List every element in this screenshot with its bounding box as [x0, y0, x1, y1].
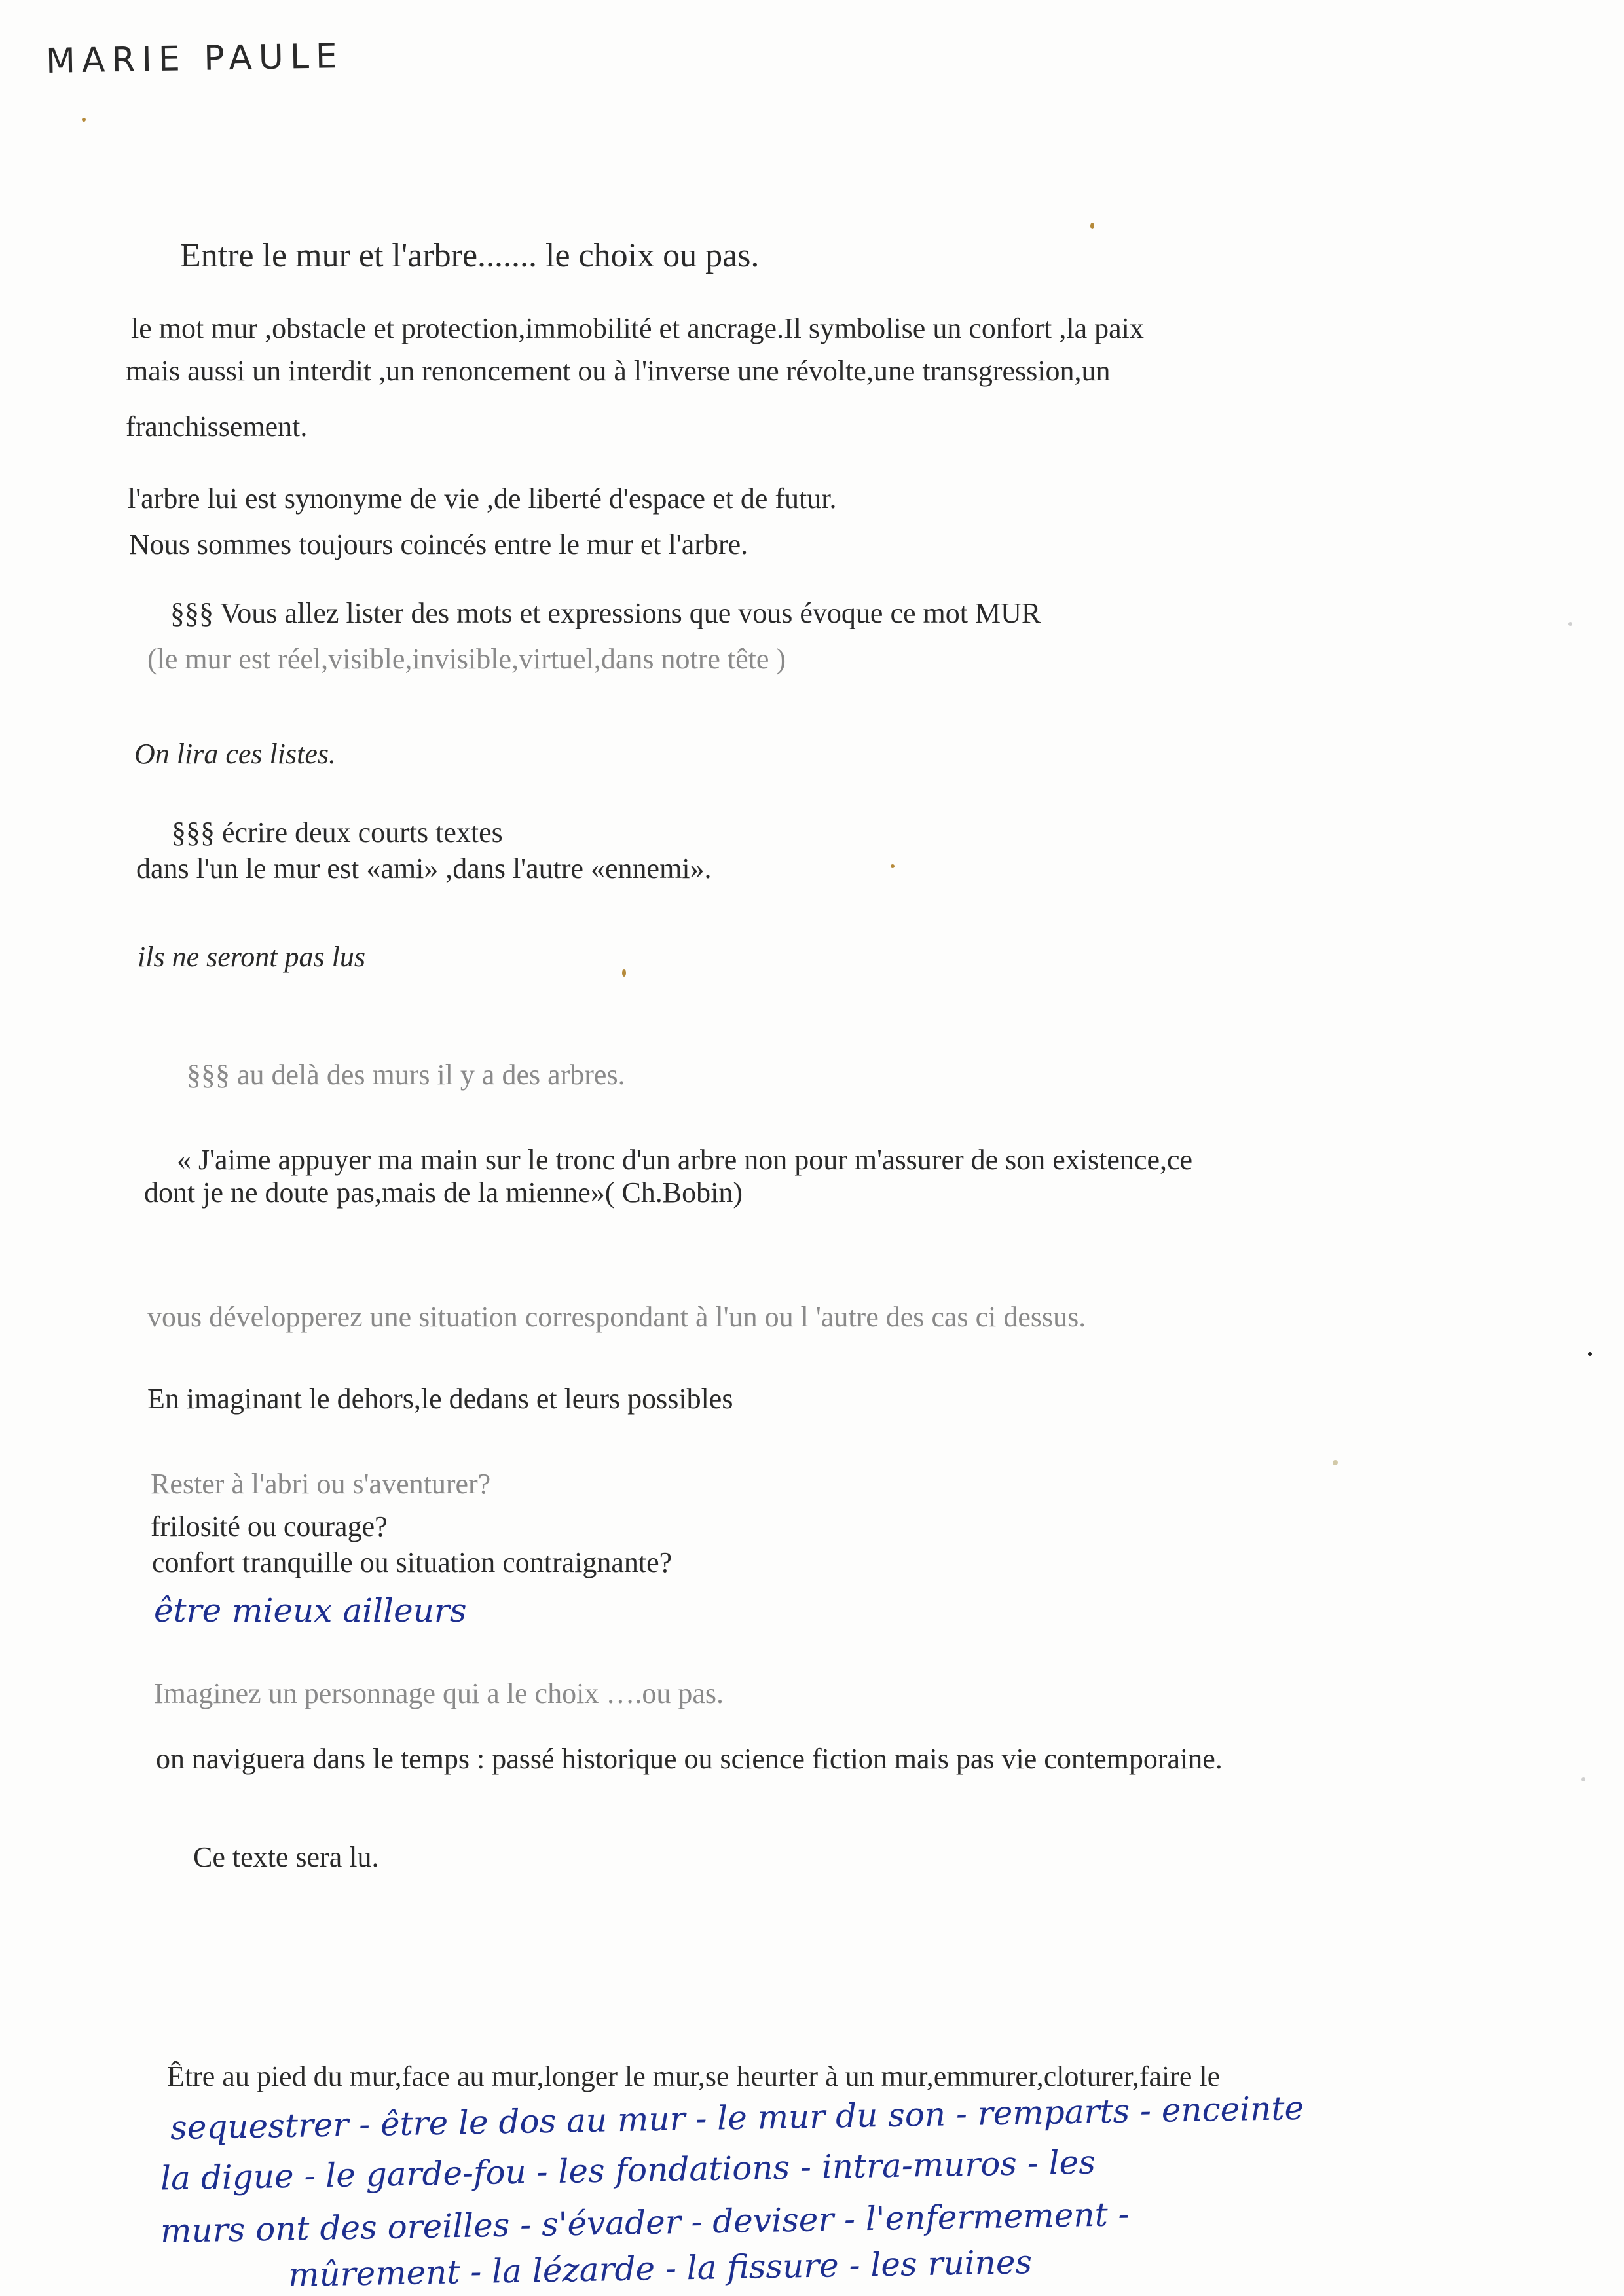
task2-line-2: dans l'un le mur est «ami» ,dans l'autre «ennemi».: [136, 852, 712, 884]
handwritten-line-2: la digue - le garde-fou - les fondations - intra-muros - les: [160, 2143, 1096, 2198]
task1-line-2: (le mur est réel,visible,invisible,virtuel,dans notre tête ): [147, 643, 786, 675]
character-line: Imaginez un personnage qui a le choix ….ou pas.: [154, 1677, 724, 1709]
bottom-typed-line: Être au pied du mur,face au mur,longer le mur,se heurter à un mur,emmurer,cloturer,faire le: [167, 2060, 1221, 2092]
handwritten-name: MARIE PAULE: [45, 37, 344, 81]
document-title: Entre le mur et l'arbre....... le choix ou pas.: [180, 237, 760, 274]
task1-line-1: §§§ Vous allez lister des mots et expressions que vous évoque ce mot MUR: [170, 597, 1041, 629]
task2-note: ils ne seront pas lus: [138, 941, 365, 973]
intro-line-3: franchissement.: [126, 410, 308, 443]
arbre-line-1: l'arbre lui est synonyme de vie ,de liberté d'espace et de futur.: [128, 483, 837, 515]
time-line: on naviguera dans le temps : passé historique ou science fiction mais pas vie contemporaine.: [156, 1743, 1223, 1775]
paper-speck: [891, 864, 895, 868]
paper-speck: [1090, 223, 1094, 229]
intro-line-2: mais aussi un interdit ,un renoncement ou à l'inverse une révolte,une transgression,un: [126, 355, 1111, 387]
handwritten-line-1: sequestrer - être le dos au mur - le mur du son - remparts - enceinte: [170, 2088, 1304, 2147]
handwritten-line-3: murs ont des oreilles - s'évader - deviser - l'enfermement -: [160, 2195, 1130, 2250]
read-note: Ce texte sera lu.: [193, 1841, 379, 1873]
imagining-line: En imaginant le dehors,le dedans et leurs possibles: [147, 1383, 733, 1415]
handwritten-line-4: mûrement - la lézarde - la fissure - les ruines: [287, 2243, 1033, 2294]
intro-line-1: le mot mur ,obstacle et protection,immobilité et ancrage.Il symbolise un confort ,la paix: [131, 312, 1144, 344]
arbre-line-2: Nous sommes toujours coincés entre le mur et l'arbre.: [129, 528, 748, 560]
task2-line-1: §§§ écrire deux courts textes: [172, 816, 503, 848]
paper-speck: [622, 969, 626, 977]
paper-speck: [1588, 1352, 1592, 1356]
quote-line-1: « J'aime appuyer ma main sur le tronc d'un arbre non pour m'assurer de son existence,ce: [177, 1144, 1193, 1176]
develop-line: vous développerez une situation correspondant à l'un ou l 'autre des cas ci dessus.: [147, 1301, 1086, 1333]
paper-speck: [82, 118, 86, 122]
question-1: Rester à l'abri ou s'aventurer?: [151, 1468, 491, 1500]
paper-speck: [1568, 622, 1572, 626]
paper-speck: [1581, 1777, 1585, 1781]
question-3: confort tranquille ou situation contraignante?: [152, 1546, 673, 1578]
task1-note: On lira ces listes.: [134, 738, 336, 770]
task3-line: §§§ au delà des murs il y a des arbres.: [187, 1059, 625, 1091]
handwritten-addition: être mieux ailleurs: [154, 1592, 467, 1630]
quote-line-2: dont je ne doute pas,mais de la mienne»( Ch.Bobin): [144, 1176, 743, 1209]
question-2: frilosité ou courage?: [151, 1510, 388, 1542]
paper-speck: [1333, 1460, 1338, 1465]
